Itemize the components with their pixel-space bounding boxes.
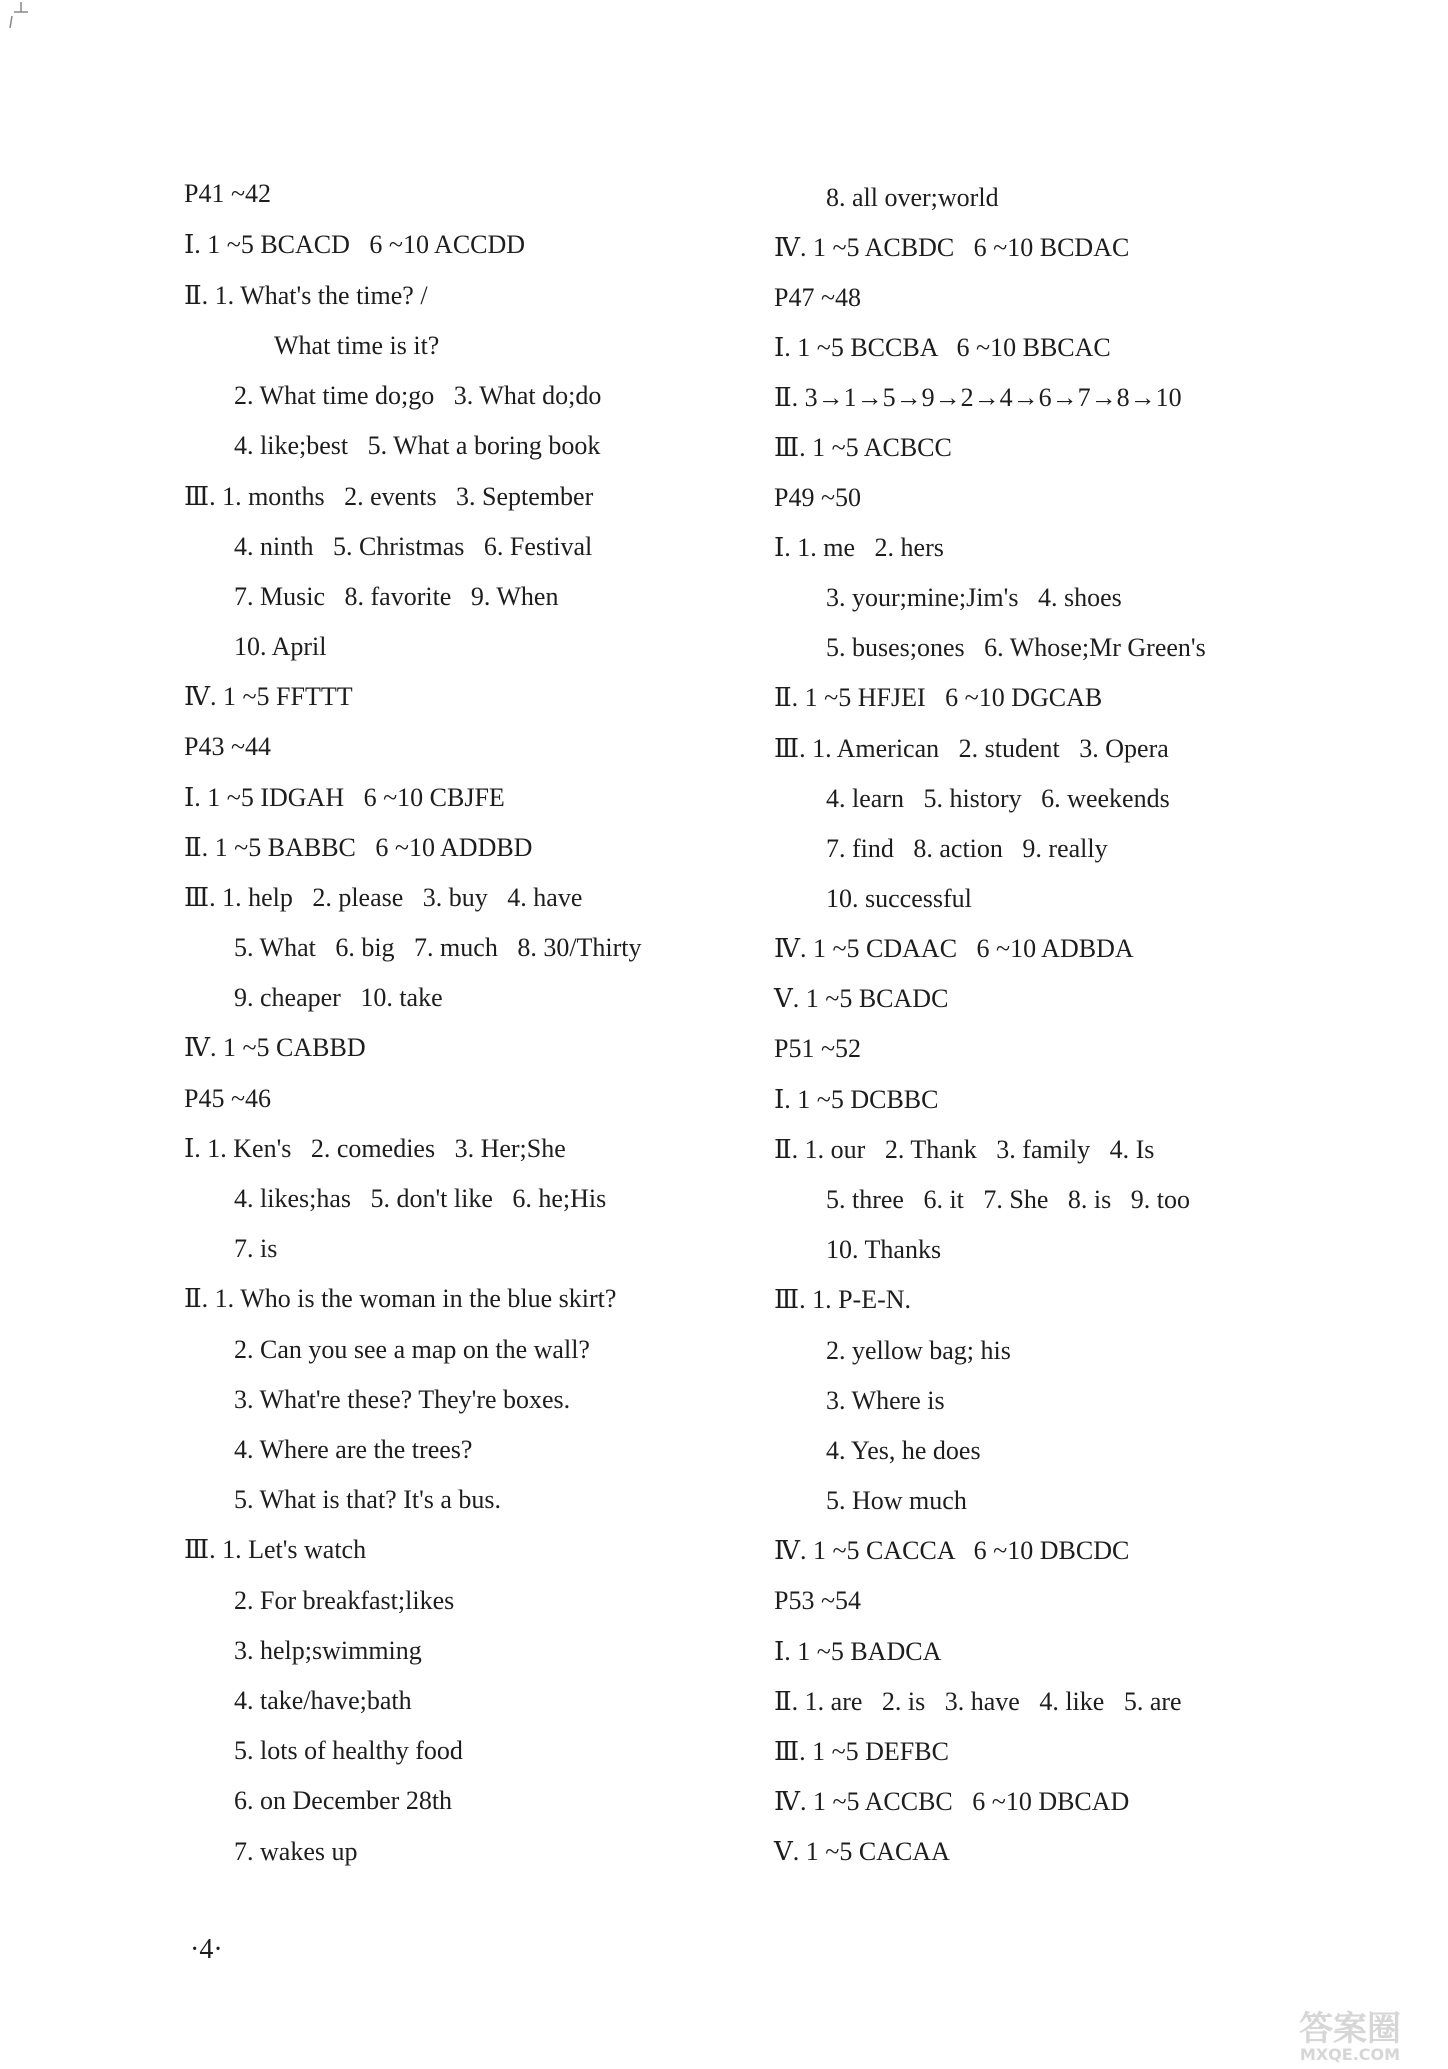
answer-line: 7. find 8. action 9. really xyxy=(826,834,1108,863)
answer-line: 2. yellow bag; his xyxy=(826,1336,1011,1365)
answer-line: Ⅰ. 1 ~5 DCBBC xyxy=(774,1085,939,1114)
answer-line: 7. wakes up xyxy=(234,1837,358,1866)
answer-line: 4. ninth 5. Christmas 6. Festival xyxy=(234,532,593,561)
answer-line: Ⅳ. 1 ~5 CABBD xyxy=(184,1033,366,1062)
answer-line: P45 ~46 xyxy=(184,1084,272,1113)
answer-line: 2. Can you see a map on the wall? xyxy=(234,1335,590,1364)
answer-line: 3. What're these? They're boxes. xyxy=(234,1385,571,1414)
answer-line: Ⅱ. 1. our 2. Thank 3. family 4. Is xyxy=(774,1135,1155,1164)
answer-line: 9. cheaper 10. take xyxy=(234,983,443,1012)
answer-line: 4. like;best 5. What a boring book xyxy=(234,431,601,460)
answer-line: P51 ~52 xyxy=(774,1034,862,1063)
answer-line: 5. three 6. it 7. She 8. is 9. too xyxy=(826,1185,1190,1214)
svg-text:MXQE.COM: MXQE.COM xyxy=(1299,2045,1401,2064)
answer-line: 6. on December 28th xyxy=(234,1786,453,1815)
answer-line: 2. For breakfast;likes xyxy=(234,1586,455,1615)
answer-line: 5. How much xyxy=(826,1486,967,1515)
answer-line: 4. Yes, he does xyxy=(826,1436,981,1465)
answer-line: P49 ~50 xyxy=(774,483,862,512)
answer-line: Ⅱ. 1 ~5 HFJEI 6 ~10 DGCAB xyxy=(774,683,1103,712)
answer-line: 5. What 6. big 7. much 8. 30/Thirty xyxy=(234,933,642,962)
answer-line: 3. Where is xyxy=(826,1386,945,1415)
answer-line: Ⅲ. 1 ~5 ACBCC xyxy=(774,433,952,462)
answer-line: Ⅳ. 1 ~5 ACCBC 6 ~10 DBCAD xyxy=(774,1787,1130,1816)
answer-line: 10. April xyxy=(234,632,327,661)
answer-line: P47 ~48 xyxy=(774,283,862,312)
answer-line: P41 ~42 xyxy=(184,179,272,208)
watermark-logo xyxy=(1260,2002,1440,2064)
answer-line: 4. likes;has 5. don't like 6. he;His xyxy=(234,1184,607,1213)
answer-line: Ⅱ. 1. What's the time? / xyxy=(184,281,428,310)
answer-line: Ⅱ. 1. Who is the woman in the blue skirt? xyxy=(184,1284,617,1313)
answer-line: 4. take/have;bath xyxy=(234,1686,412,1715)
answer-line: Ⅰ. 1 ~5 BCACD 6 ~10 ACCDD xyxy=(184,230,526,259)
answer-line: Ⅰ. 1 ~5 BADCA xyxy=(774,1637,942,1666)
answer-line: Ⅲ. 1 ~5 DEFBC xyxy=(774,1737,949,1766)
answer-line: 10. Thanks xyxy=(826,1235,942,1264)
answer-line: 5. buses;ones 6. Whose;Mr Green's xyxy=(826,633,1206,662)
answer-line: Ⅰ. 1 ~5 BCCBA 6 ~10 BBCAC xyxy=(774,333,1111,362)
answer-line: 2. What time do;go 3. What do;do xyxy=(234,381,602,410)
answer-line: Ⅱ. 1. are 2. is 3. have 4. like 5. are xyxy=(774,1687,1182,1716)
answer-line: Ⅳ. 1 ~5 CDAAC 6 ~10 ADBDA xyxy=(774,934,1134,963)
answer-line: Ⅲ. 1. Let's watch xyxy=(184,1535,367,1564)
answer-line: 7. is xyxy=(234,1234,278,1263)
answer-line: Ⅲ. 1. American 2. student 3. Opera xyxy=(774,734,1169,763)
answer-line: Ⅲ. 1. help 2. please 3. buy 4. have xyxy=(184,883,583,912)
answer-line: Ⅴ. 1 ~5 BCADC xyxy=(774,984,949,1013)
answer-line: Ⅳ. 1 ~5 ACBDC 6 ~10 BCDAC xyxy=(774,233,1130,262)
answer-line: Ⅳ. 1 ~5 CACCA 6 ~10 DBCDC xyxy=(774,1536,1130,1565)
answer-line: Ⅲ. 1. P-E-N. xyxy=(774,1285,912,1314)
corner-scan-mark xyxy=(8,0,30,30)
answer-line: Ⅰ. 1 ~5 IDGAH 6 ~10 CBJFE xyxy=(184,783,505,812)
page-number: ·4· xyxy=(190,1934,223,1965)
answer-line: 10. successful xyxy=(826,884,972,913)
answer-line: Ⅱ. 3→1→5→9→2→4→6→7→8→10 xyxy=(774,383,1182,412)
answer-line: Ⅰ. 1. Ken's 2. comedies 3. Her;She xyxy=(184,1134,566,1163)
answer-line: 7. Music 8. favorite 9. When xyxy=(234,582,559,611)
answer-line: 5. What is that? It's a bus. xyxy=(234,1485,502,1514)
answer-line: Ⅳ. 1 ~5 FFTTT xyxy=(184,682,353,711)
answer-line: Ⅲ. 1. months 2. events 3. September xyxy=(184,482,594,511)
answer-line: 3. help;swimming xyxy=(234,1636,422,1665)
svg-text:答案圈: 答案圈 xyxy=(1299,2009,1401,2049)
answer-line: Ⅴ. 1 ~5 CACAA xyxy=(774,1837,950,1866)
answer-line: What time is it? xyxy=(274,331,440,360)
answer-line: 8. all over;world xyxy=(826,183,999,212)
answer-line: 4. learn 5. history 6. weekends xyxy=(826,784,1170,813)
answer-line: Ⅰ. 1. me 2. hers xyxy=(774,533,944,562)
answer-line: Ⅱ. 1 ~5 BABBC 6 ~10 ADDBD xyxy=(184,833,533,862)
answer-line: 3. your;mine;Jim's 4. shoes xyxy=(826,583,1122,612)
answer-line: P53 ~54 xyxy=(774,1586,862,1615)
answer-line: 5. lots of healthy food xyxy=(234,1736,463,1765)
answer-line: P43 ~44 xyxy=(184,732,272,761)
answer-line: 4. Where are the trees? xyxy=(234,1435,473,1464)
